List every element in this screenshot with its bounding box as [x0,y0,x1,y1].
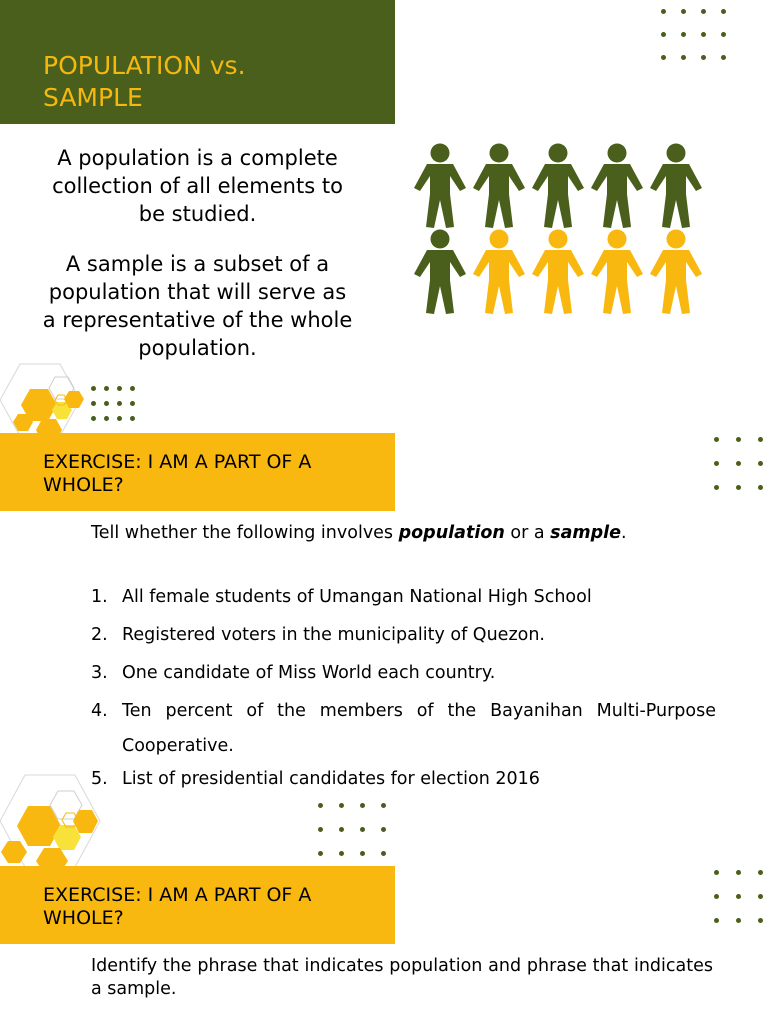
decorative-dot [721,55,726,60]
decorative-dot [339,827,344,832]
decorative-dot [736,870,741,875]
decorative-dot [701,32,706,37]
decorative-dot [714,870,719,875]
list-item [91,661,716,685]
decorative-dot [736,485,741,490]
decorative-dot [714,437,719,442]
list-item-text: All female students of Umangan National High School [122,587,592,607]
decorative-dot [91,401,96,406]
exercise-heading-line-2: WHOLE? [43,907,124,929]
list-item-number: 1. [91,587,108,607]
list-item [91,694,716,764]
decorative-dot [661,9,666,14]
list-item [91,767,716,791]
decorative-dot [758,437,763,442]
exercise-heading-line-1: EXERCISE: I AM A PART OF A [43,884,312,906]
decorative-dot [360,827,365,832]
instruction-text-mid: or a [504,523,551,543]
decorative-dot [339,803,344,808]
decorative-dot [117,386,122,391]
decorative-dot [681,32,686,37]
decorative-dot [681,55,686,60]
decorative-dot [714,485,719,490]
decorative-dot [318,827,323,832]
decorative-dot [360,851,365,856]
hexagon-decoration-icon [0,362,95,434]
sample-person-icon [650,230,702,315]
page-title [43,50,383,114]
exercise-heading-line-1: EXERCISE: I AM A PART OF A [43,451,312,473]
population-person-icon [591,144,643,229]
title-line-2: SAMPLE [43,83,143,112]
decorative-dot [701,55,706,60]
decorative-dot [661,32,666,37]
decorative-dot [714,918,719,923]
list-item [91,585,716,609]
instruction-text-end: . [621,523,627,543]
decorative-dot [117,401,122,406]
exercise-instruction-2: Identify the phrase that indicates population and phrase that indicates a sample. [91,956,713,999]
population-sample-people-icon [408,140,708,320]
decorative-dot [758,918,763,923]
decorative-dot [104,416,109,421]
sample-person-icon [591,230,643,315]
decorative-dot [681,9,686,14]
decorative-dot [721,32,726,37]
decorative-dot [104,386,109,391]
decorative-dot [714,461,719,466]
exercise-list [91,585,716,805]
decorative-dot [381,827,386,832]
population-definition: A population is a complete collection of all elements to be studied. [52,146,343,226]
instruction-emphasis-population: population [398,523,505,543]
decorative-dot [130,401,135,406]
list-item-text: One candidate of Miss World each country. [122,663,496,683]
decorative-dot [736,437,741,442]
instruction-emphasis-sample: sample [550,523,622,543]
population-person-icon [650,144,702,229]
decorative-dot [758,461,763,466]
sample-person-icon [532,230,584,315]
decorative-dot [736,461,741,466]
decorative-dot [360,803,365,808]
decorative-dot [701,9,706,14]
decorative-dot [339,851,344,856]
decorative-dot [758,870,763,875]
list-item-text: List of presidential candidates for election 2016 [122,769,540,789]
decorative-dot [117,416,122,421]
exercise-heading [43,451,383,497]
decorative-dot [736,918,741,923]
decorative-dot [721,9,726,14]
decorative-dot [714,894,719,899]
exercise-heading-line-2: WHOLE? [43,474,124,496]
decorative-dot [318,851,323,856]
title-line-1: POPULATION vs. [43,51,246,80]
sample-person-icon [473,230,525,315]
population-person-icon [532,144,584,229]
decorative-dot [381,851,386,856]
list-item-number: 2. [91,625,108,645]
decorative-dot [758,485,763,490]
decorative-dot [318,803,323,808]
decorative-dot [736,894,741,899]
decorative-dot [91,386,96,391]
decorative-dot [91,416,96,421]
population-person-icon [473,144,525,229]
list-item-number: 3. [91,663,108,683]
list-item-text: Ten percent of the members of the Bayanihan Multi-Purpose Cooperative. [122,701,716,756]
decorative-dot [381,803,386,808]
population-person-icon [414,230,466,315]
decorative-dot [758,894,763,899]
decorative-dot [104,401,109,406]
decorative-dot [130,416,135,421]
list-item-number: 5. [91,769,108,789]
list-item-number: 4. [91,701,108,721]
hexagon-decoration-icon [0,773,110,868]
list-item-text: Registered voters in the municipality of Quezon. [122,625,545,645]
exercise-heading-2 [43,884,383,930]
instruction-text: Tell whether the following involves [91,523,399,543]
exercise-instruction [91,522,713,545]
decorative-dot [130,386,135,391]
sample-definition: A sample is a subset of a population that will serve as a representative of the whole population. [42,252,353,360]
list-item [91,623,716,647]
decorative-dot [661,55,666,60]
population-person-icon [414,144,466,229]
